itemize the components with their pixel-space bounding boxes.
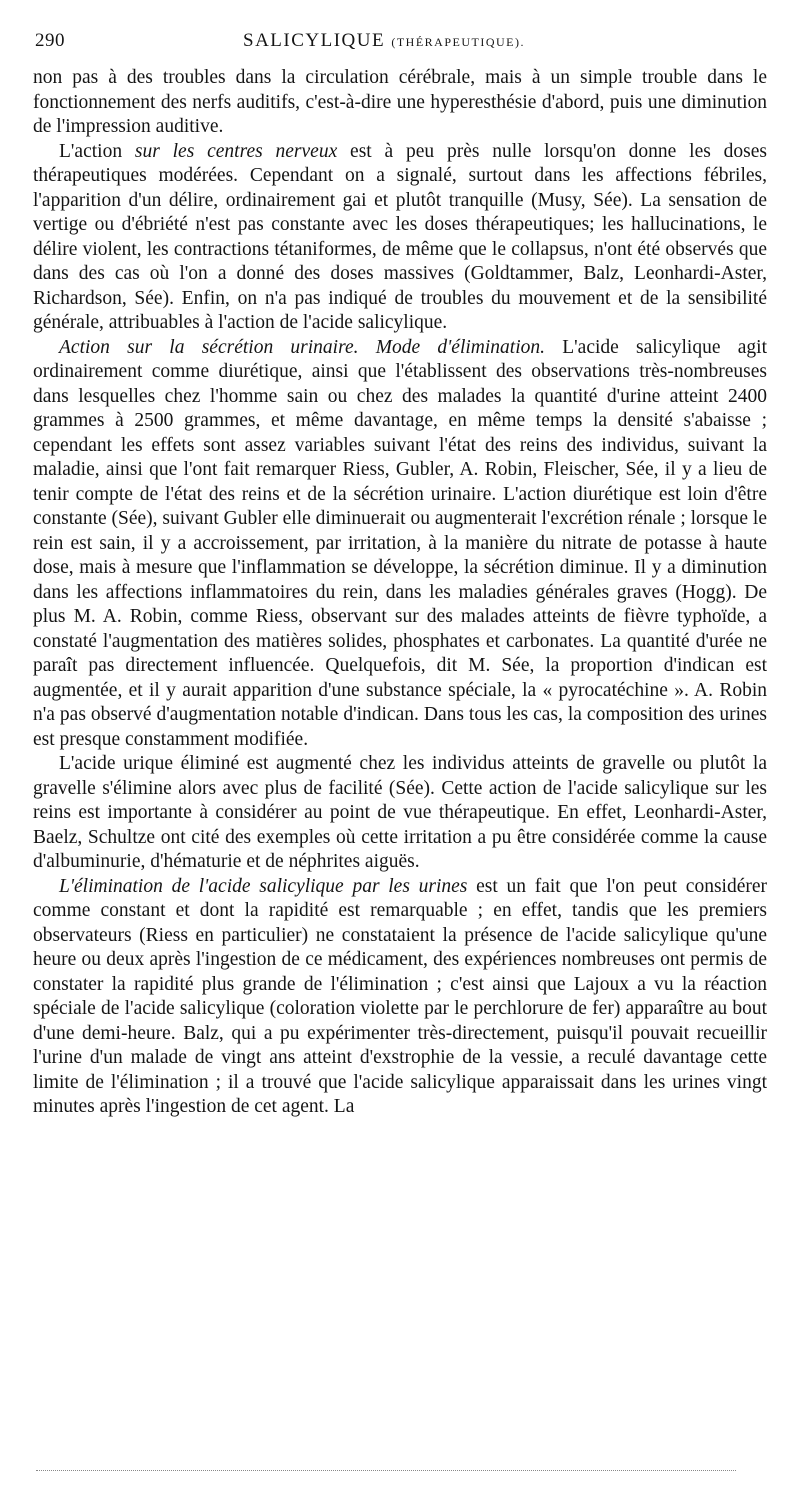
paragraph-italic: sur les centres nerveux (134, 140, 338, 162)
running-title (243, 30, 525, 52)
paragraph-text: L'acide salicylique agit ordinairement comme diurétique, ainsi que l'établissent des observations très-nombreuses dans lesquelles chez l'homme sain ou chez des malades la quantité d'urine atteint 2400 grammes à 2500 grammes, et même davantage, en même temps la densité s'abaisse ; cependant les effets sont assez variables suivant l'état des reins des individus, suivant la maladie, ainsi que l'ont fait remarquer Riess, Gubler, A. Robin, Fleischer, Sée, il y a lieu de tenir compte de l'état des reins et de la sécrétion urinaire. L'action diurétique est loin d'être constante (Sée), suivant Gubler elle diminuerait ou augmenterait l'excrétion rénale ; lorsque le rein est sain, il y a accroissement, par irritation, à la manière du nitrate de potasse à haute dose, mais à mesure que l'inflammation se développe, la sécrétion diminue. Il y a diminution dans les affections inflammatoires du rein, dans les maladies générales graves (Hogg). De plus M. A. Robin, comme Riess, observant sur des malades atteints de fièvre typhoïde, a constaté l'augmentation des matières solides, phosphates et carbonates. La quantité d'urée ne paraît pas directement influencée. Quelquefois, dit M. Sée, la proportion d'indican est augmentée, et il y aurait apparition d'une substance spéciale, la « pyrocatéchine ». A. Robin n'a pas observé d'augmentation notable d'indican. Dans tous les cas, la composition des urines est presque constamment modifiée. (33, 336, 767, 750)
page (33, 26, 767, 1120)
paragraph-italic: Action sur la sécrétion urinaire. Mode d'élimination. (59, 336, 545, 358)
running-title-main: SALICYLIQUE (243, 30, 386, 51)
paragraph-lead: L'action (59, 140, 135, 162)
footer-rule (36, 1470, 736, 1471)
paragraph-text: non pas à des troubles dans la circulation cérébrale, mais à un simple trouble dans le fonctionnement des nerfs auditifs, c'est-à-dire une hyperesthésie d'abord, puis une diminution de l'impression auditive. (33, 67, 767, 137)
paragraph-1 (33, 66, 767, 140)
paragraph-4 (33, 752, 767, 875)
running-title-sub: (THÉRAPEUTIQUE). (391, 35, 526, 49)
page-header (33, 26, 767, 56)
paragraph-5 (33, 875, 767, 1120)
paragraph-italic: L'élimination de l'acide salicylique par les urines (59, 875, 468, 897)
paragraph-text: est un fait que l'on peut considérer comme constant et dont la rapidité est remarquable ; en effet, tandis que les premiers observateurs (Riess en particulier) ne constataient la présence de l'acide salicylique qu'une heure ou deux après l'ingestion de ce médicament, des expériences nombreuses ont permis de constater la rapidité plus grande de l'élimination ; c'est ainsi que Lajoux a vu la réaction spéciale de l'acide salicylique (coloration violette par le perchlorure de fer) apparaître au bout d'une demi-heure. Balz, qui a pu expérimenter très-directement, puisqu'il pouvait recueillir l'urine d'un malade de vingt ans atteint d'exstrophie de la vessie, a reculé davantage cette limite de l'élimination ; il a trouvé que l'acide salicylique apparaissait dans les urines vingt minutes après l'ingestion de cet agent. La (33, 875, 768, 1117)
paragraph-3 (33, 336, 767, 753)
paragraph-text: est à peu près nulle lorsqu'on donne les doses thérapeutiques modérées. Cependant on a signalé, surtout dans les affections fébriles, l'apparition d'un délire, ordinairement gai et plutôt tranquille (Musy, Sée). La sensation de vertige ou d'ébriété n'est pas constante avec les doses thérapeutiques; les hallucinations, le délire violent, les contractions tétaniformes, de même que le collapsus, n'ont été observés que dans des cas où l'on a donné des doses massives (Goldtammer, Balz, Leonhardi-Aster, Richardson, Sée). Enfin, on n'a pas indiqué de troubles du mouvement et de la sensibilité générale, attribuables à l'action de l'acide salicylique. (33, 140, 767, 333)
paragraph-2 (33, 140, 767, 336)
page-number: 290 (35, 30, 65, 51)
paragraph-text: L'acide urique éliminé est augmenté chez les individus atteints de gravelle ou plutôt la gravelle s'élimine alors avec plus de facilité (Sée). Cette action de l'acide salicylique sur les reins est importante à considérer au point de vue thérapeutique. En effet, Leonhardi-Aster, Baelz, Schultze ont cité des exemples où cette irritation a pu être considérée comme la cause d'albuminurie, d'hématurie et de néphrites aiguës. (33, 753, 767, 872)
body-text (33, 66, 767, 1120)
